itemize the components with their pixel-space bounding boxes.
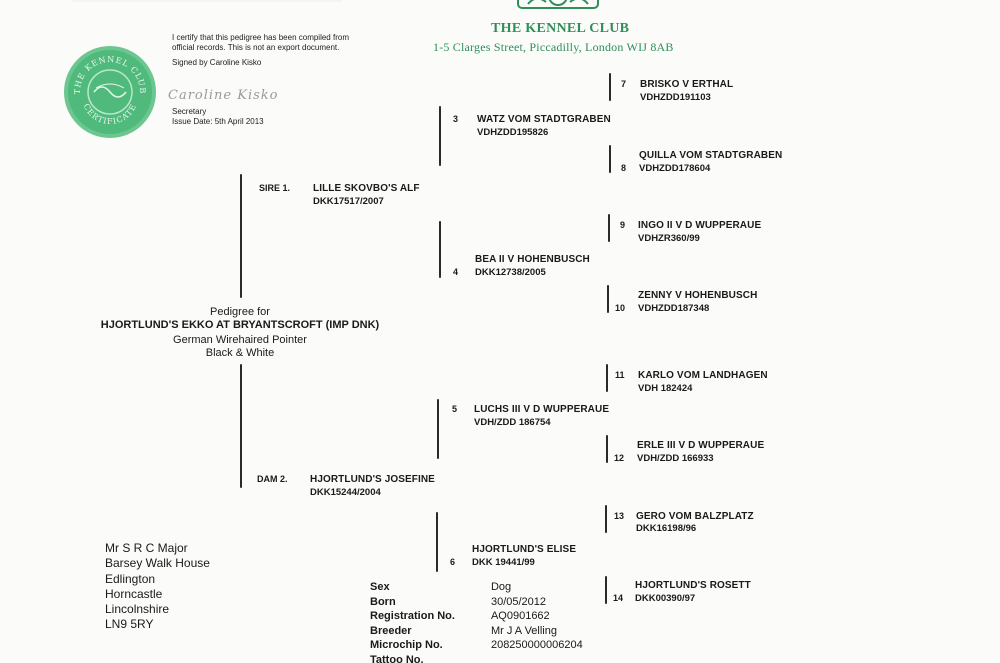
registration-details	[370, 580, 583, 663]
grandparent-num: 3	[453, 114, 459, 124]
certification-line-1: I certify that this pedigree has been compiled from	[172, 33, 349, 42]
detail-value: Dog	[490, 581, 512, 593]
dam-name: HJORTLUND'S JOSEFINE	[310, 474, 435, 485]
ggp-bracket-14	[605, 576, 607, 604]
grandparent-reg: VDH/ZDD 186754	[474, 417, 551, 428]
ggp-reg: VDH/ZDD 166933	[637, 453, 714, 464]
ggp-reg: VDHZR360/99	[638, 233, 700, 244]
detail-row	[370, 638, 583, 653]
detail-label: Registration No.	[370, 610, 455, 622]
ggp-bracket-7	[609, 73, 611, 101]
grandparent-num: 5	[452, 404, 458, 414]
detail-value	[455, 653, 583, 663]
certificate-seal	[62, 44, 158, 140]
grandparent-name: LUCHS III V D WUPPERAUE	[474, 404, 610, 415]
grandparents-bracket-3	[437, 399, 439, 459]
grandparent-num: 6	[450, 557, 456, 567]
pedigree-heading: Pedigree for	[210, 306, 270, 318]
ggp-bracket-10	[607, 285, 609, 313]
ggp-reg: DKK16198/96	[636, 523, 697, 534]
detail-row	[370, 609, 583, 624]
ggp-bracket-13	[605, 505, 607, 533]
ggp-name: HJORTLUND'S ROSETT	[635, 580, 751, 591]
ggp-name: GERO VOM BALZPLATZ	[636, 511, 754, 522]
sire-label: SIRE 1.	[259, 183, 291, 193]
grandparents-bracket-1	[439, 106, 441, 166]
ggp-num: 7	[621, 79, 627, 89]
owner-line: Horncastle	[105, 586, 163, 601]
ggp-num: 11	[615, 370, 625, 380]
ggp-num: 14	[613, 593, 624, 603]
grandparent-reg: VDHZDD195826	[477, 127, 549, 138]
detail-value: 30/05/2012	[490, 595, 547, 608]
detail-row	[370, 595, 583, 610]
detail-label: Tattoo No.	[370, 653, 424, 663]
grandparent-num: 4	[453, 267, 459, 277]
ggp-num: 8	[621, 163, 627, 173]
owner-line: Mr S R C Major	[105, 541, 188, 555]
seal-bottom-text: CERTIFICATE	[81, 102, 139, 127]
ggp-num: 10	[615, 303, 626, 313]
kennel-club-address: 1-5 Clarges Street, Piccadilly, London WIJ 8AB	[433, 40, 674, 54]
ggp-bracket-9	[608, 214, 610, 242]
issue-date: Issue Date: 5th April 2013	[172, 117, 264, 126]
ggp-reg: VDHZDD178604	[639, 163, 711, 174]
kennel-club-title: THE KENNEL CLUB	[491, 21, 630, 36]
owner-line: Lincolnshire	[105, 602, 170, 617]
ggp-reg: DKK00390/97	[635, 593, 696, 604]
grandparents-bracket-2	[439, 221, 441, 278]
owner-line: Edlington	[105, 571, 156, 586]
detail-label: Sex	[370, 581, 390, 593]
top-edge-fragment	[72, 0, 342, 2]
ggp-name: BRISKO V ERTHAL	[640, 79, 734, 90]
ggp-reg: VDHZDD187348	[638, 303, 710, 314]
ggp-num: 12	[614, 453, 625, 463]
grandparent-name: HJORTLUND'S ELISE	[472, 544, 577, 555]
ggp-name: KARLO VOM LANDHAGEN	[638, 370, 768, 381]
ggp-bracket-11	[606, 364, 608, 392]
ggp-bracket-12	[606, 435, 608, 463]
ggp-name: ZENNY V HOHENBUSCH	[638, 290, 758, 301]
signed-by: Signed by Caroline Kisko	[172, 58, 262, 67]
ggp-reg: VDH 182424	[638, 383, 693, 394]
grandparents-bracket-4	[436, 512, 438, 572]
owner-line: LN9 5RY	[105, 617, 154, 632]
ggp-reg: VDHZDD191103	[640, 92, 711, 103]
seal-top-text: THE KENNEL CLUB	[72, 54, 148, 95]
detail-row	[370, 653, 583, 663]
ggp-name: ERLE III V D WUPPERAUE	[637, 440, 765, 451]
grandparent-reg: DKK12738/2005	[475, 267, 546, 278]
kennel-club-logo	[516, 0, 600, 16]
detail-value: 208250000006204	[490, 639, 583, 651]
dog-breed: German Wirehaired Pointer	[173, 334, 307, 346]
dog-colour: Black & White	[205, 347, 275, 359]
owner-address	[105, 541, 210, 633]
ggp-name: QUILLA VOM STADTGRABEN	[639, 150, 783, 161]
grandparent-name: WATZ VOM STADTGRABEN	[477, 114, 611, 125]
secretary-label: Secretary	[172, 107, 207, 116]
grandparent-name: BEA II V HOHENBUSCH	[475, 254, 590, 265]
sire-name: LILLE SKOVBO'S ALF	[313, 183, 420, 194]
detail-value: AQ0901662	[490, 610, 550, 622]
detail-value: Mr J A Velling	[490, 624, 557, 637]
detail-label: Born	[370, 595, 396, 608]
sire-reg: DKK17517/2007	[313, 196, 384, 207]
dam-reg: DKK15244/2004	[310, 487, 381, 498]
detail-row	[370, 624, 583, 639]
ggp-name: INGO II V D WUPPERAUE	[638, 220, 762, 231]
detail-row	[370, 580, 583, 595]
ggp-bracket-8	[609, 145, 611, 173]
detail-label: Breeder	[370, 624, 412, 637]
certification-line-2: official records. This is not an export document.	[172, 43, 340, 52]
signature: Caroline Kisko	[168, 88, 279, 103]
detail-label: Microchip No.	[370, 639, 443, 651]
owner-line: Barsey Walk House	[105, 556, 210, 571]
dam-label: DAM 2.	[257, 474, 288, 484]
grandparent-reg: DKK 19441/99	[472, 557, 535, 568]
dog-name: HJORTLUND'S EKKO AT BRYANTSCROFT (IMP DNK)	[100, 319, 380, 331]
dam-bracket	[240, 364, 242, 488]
ggp-num: 13	[614, 511, 625, 521]
ggp-num: 9	[620, 220, 626, 230]
sire-bracket	[240, 174, 242, 298]
